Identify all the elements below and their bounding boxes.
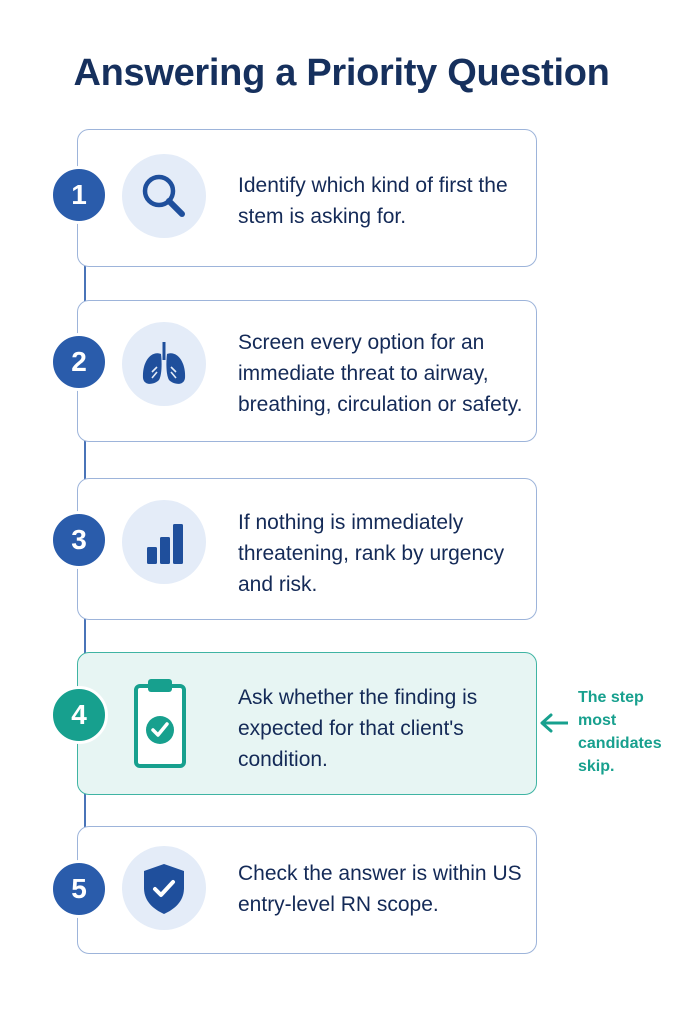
step-number-badge-1: 1 xyxy=(50,166,108,224)
step-number-badge-2: 2 xyxy=(50,333,108,391)
step-number-badge-3: 3 xyxy=(50,511,108,569)
step-text-1: Identify which kind of first the stem is asking for. xyxy=(238,174,508,228)
clipboard-check-icon xyxy=(128,676,192,775)
step-text-3: If nothing is immediately threatening, rank by urgency and risk. xyxy=(238,511,505,596)
arrow-left-icon xyxy=(538,711,572,735)
callout-note: The step most candidates skip. xyxy=(578,689,662,775)
page-title: Answering a Priority Question xyxy=(73,52,610,94)
step-number-badge-5: 5 xyxy=(50,860,108,918)
step-text-2: Screen every option for an immediate threat to airway, breathing, circulation or safety. xyxy=(238,331,523,416)
step-text-5: Check the answer is within US entry-level RN scope. xyxy=(238,862,522,916)
step-text-4: Ask whether the finding is expected for that client's condition. xyxy=(238,686,478,771)
bar-chart-icon xyxy=(122,500,206,584)
step-number-badge-4: 4 xyxy=(50,686,108,744)
magnifier-icon xyxy=(122,154,206,238)
shield-check-icon xyxy=(122,846,206,930)
lungs-icon xyxy=(122,322,206,406)
